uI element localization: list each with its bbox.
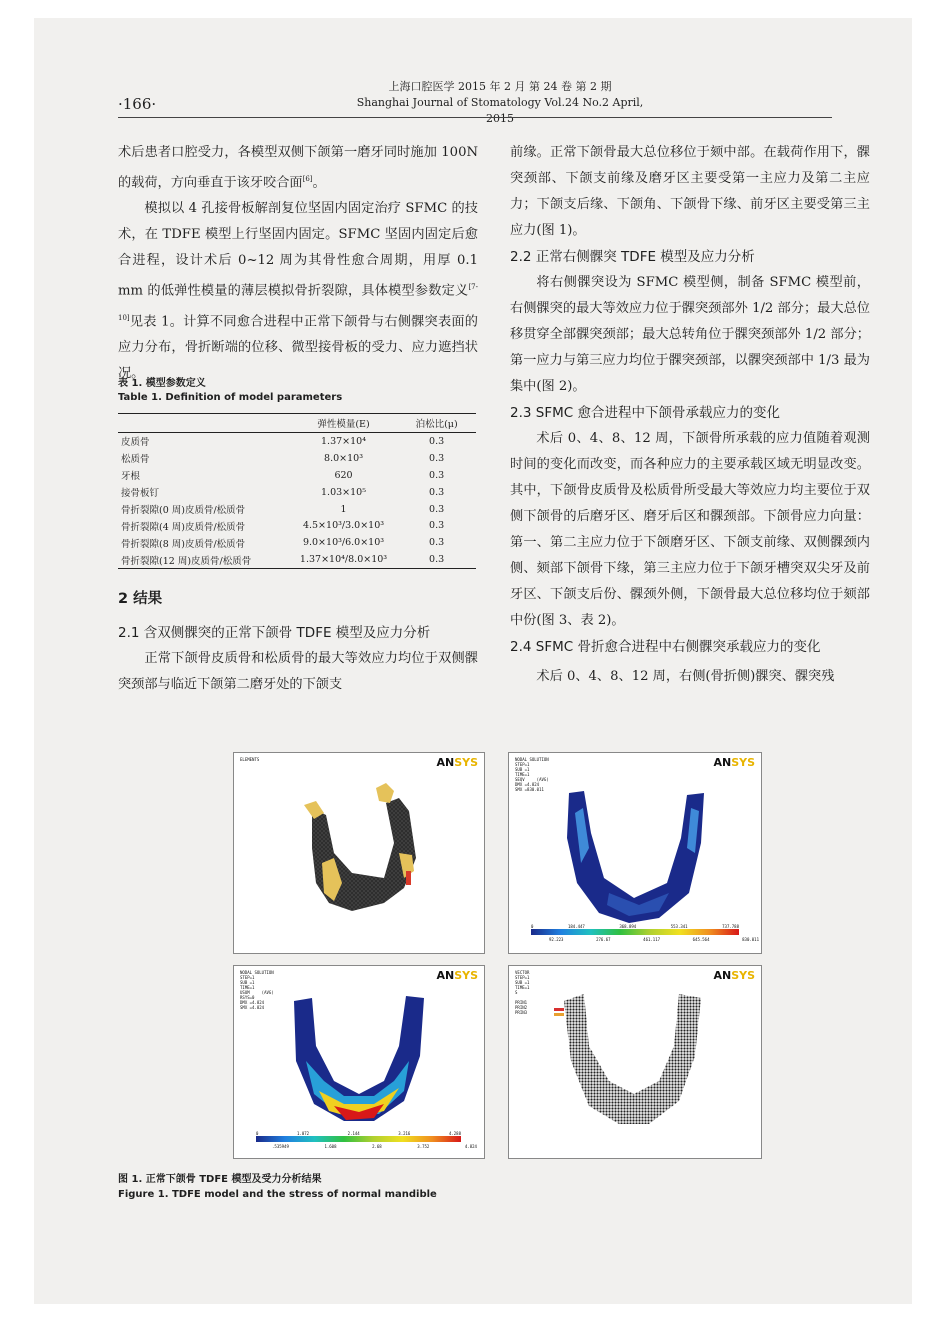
table-row: 骨折裂隙(0 周)皮质骨/松质骨 1 0.3	[121, 503, 445, 516]
parameter-table	[118, 413, 476, 569]
subsection-heading: 2.4 SFMC 骨折愈合进程中右侧髁突承载应力的变化	[510, 639, 821, 655]
color-legend	[531, 929, 739, 935]
paragraph: 将右侧髁突设为 SFMC 模型侧，制备 SFMC 模型前，右侧髁突的最大等效应力位于髁突颈部外 1/2 部分；最大总位移贯穿全部髁突颈部；最大总转角位于髁突颈部外 1/2 部分；第一应力与第三应力均位于髁突颈部，以髁突颈部中 1/3 最为集中(图 2)。	[510, 275, 870, 394]
paragraph: 术后 0、4、8、12 周，下颌骨所承载的应力值随着观测时间的变化而改变，而各种应力的主要承载区域无明显改变。其中，下颌骨皮质骨及松质骨所受最大等效应力均主要位于双侧下颌骨的后磨牙区、磨牙后区和髁颈部。下颌骨应力向量：第一、第二主应力位于下颌磨牙区、下颌支前缘、双侧髁颈内侧、颏部下颌骨下缘，第三主应力位于下颌牙槽突双尖牙及前牙区、下颌支后份、髁颈外侧，下颌骨最大总位移均位于颏部中份(图 3、表 2)。	[510, 431, 870, 628]
paragraph: 正常下颌骨皮质骨和松质骨的最大等效应力均位于双侧髁突颈部与临近下颌第二磨牙处的下颌支	[118, 651, 478, 692]
ansys-logo: ANSYS	[436, 969, 478, 982]
citation: [7-10]	[118, 283, 478, 322]
column-header: 泊松比(μ)	[397, 414, 476, 433]
paragraph: 前缘。正常下颌骨最大总位移位于颏中部。在载荷作用下，髁突颈部、下颌支前缘及磨牙区主要受第一主应力及第二主应力；下颌支后缘、下颌角、下颌骨下缘、前牙区主要受第三主应力(图 1)。	[510, 145, 870, 238]
legend-labels-top: 0 1.072 2.144 3.216 4.288	[256, 1131, 461, 1136]
subsection-heading: 2.3 SFMC 愈合进程中下颌骨承载应力的变化	[510, 405, 780, 421]
section-heading: 2 结果	[118, 591, 163, 607]
column-header	[118, 414, 290, 433]
results-section	[118, 586, 478, 698]
ansys-logo: ANSYS	[713, 969, 755, 982]
table-caption-cn: 表 1. 模型参数定义	[118, 378, 206, 389]
paragraph: 模拟以 4 孔接骨板解剖复位坚固内固定治疗 SFMC 的技术，在 TDFE 模型上行坚固内固定。SFMC 坚固内固定后愈合进程，设计术后 0~12 周为其骨性愈合周期，用厚 0.1 mm 的低弹性模量的薄层模拟骨折裂隙，具体模型参数定义[7-10]见表 1。计算不同愈合进程中正常下颌骨与右侧髁突表面的应力分布，骨折断端的位移、微型接骨板的受力、应力遮挡状况。	[118, 201, 478, 382]
legend-labels-bottom: 92.223 276.67 461.117 645.564 830.011	[549, 937, 759, 942]
table-row: 骨折裂隙(4 周)皮质骨/松质骨 4.5×10³/3.0×10³ 0.3	[121, 520, 445, 533]
mandible-vector-icon	[509, 966, 761, 1158]
ansys-logo: ANSYS	[436, 756, 478, 769]
figure-tag: ELEMENTS	[240, 757, 260, 762]
mandible-displacement-icon	[234, 966, 484, 1158]
journal-title-en: Shanghai Journal of Stomatology Vol.24 No.2 April, 2015	[356, 96, 644, 125]
citation: [6]	[302, 175, 313, 183]
color-legend	[256, 1136, 461, 1142]
journal-header	[350, 79, 650, 127]
ansys-logo: ANSYS	[713, 756, 755, 769]
legend-labels-bottom: .535949 1.608 2.68 3.752 4.824	[272, 1144, 477, 1149]
figure-total-displacement	[233, 965, 485, 1159]
right-column	[510, 140, 870, 690]
table-row: 接骨板钉 1.03×10⁵ 0.3	[121, 486, 445, 500]
figure-tag: VECTOR STEP=1 SUB =1 TIME=1 S PRIN1 PRIN2 PRIN3	[515, 970, 530, 1015]
table-header-row	[118, 414, 476, 433]
subsection-heading: 2.1 含双侧髁突的正常下颌骨 TDFE 模型及应力分析	[118, 625, 431, 641]
legend-labels-top: 0 184.447 368.894 553.341 737.788	[531, 924, 739, 929]
figure-mesh-model	[233, 752, 485, 954]
figure-stress-vector	[508, 965, 762, 1159]
figure-tag: NODAL SOLUTION STEP=1 SUB =1 TIME=1 USUM (AVG) RSYS=0 DMX =4.824 SMX =4.824	[240, 970, 274, 1010]
figure-equivalent-stress	[508, 752, 762, 954]
header-rule	[118, 117, 832, 118]
paragraph: 术后 0、4、8、12 周，右侧(骨折侧)髁突、髁突残	[536, 669, 835, 684]
mandible-contour-icon	[509, 753, 761, 953]
mandible-mesh-icon	[234, 753, 484, 953]
table-row: 松质骨 8.0×10³ 0.3	[121, 452, 445, 466]
figure-caption	[118, 1172, 437, 1202]
figure-tag: NODAL SOLUTION STEP=1 SUB =1 TIME=1 SEQV (AVG) DMX =4.824 SMX =830.011	[515, 757, 549, 792]
page-number: ·166·	[118, 95, 157, 113]
table-row: 骨折裂隙(8 周)皮质骨/松质骨 9.0×10³/6.0×10³ 0.3	[121, 537, 445, 550]
table-row: 牙根 620 0.3	[121, 469, 445, 483]
figure-caption-en: Figure 1. TDFE model and the stress of normal mandible	[118, 1189, 437, 1200]
table-caption	[118, 377, 342, 405]
left-column	[118, 140, 478, 387]
table-caption-en: Table 1. Definition of model parameters	[118, 392, 343, 403]
table-row: 皮质骨 1.37×10⁴ 0.3	[121, 435, 445, 449]
column-header: 弹性模量(E)	[290, 414, 397, 433]
table-row: 骨折裂隙(12 周)皮质骨/松质骨 1.37×10⁴/8.0×10³ 0.3	[118, 551, 476, 568]
journal-title-cn: 上海口腔医学 2015 年 2 月 第 24 卷 第 2 期	[388, 80, 612, 93]
subsection-heading: 2.2 正常右侧髁突 TDFE 模型及应力分析	[510, 249, 755, 265]
paragraph: 术后患者口腔受力，各模型双侧下颌第一磨牙同时施加 100N 的载荷，方向垂直于该牙咬合面[6]。	[118, 145, 478, 191]
figure-caption-cn: 图 1. 正常下颌骨 TDFE 模型及受力分析结果	[118, 1174, 322, 1185]
